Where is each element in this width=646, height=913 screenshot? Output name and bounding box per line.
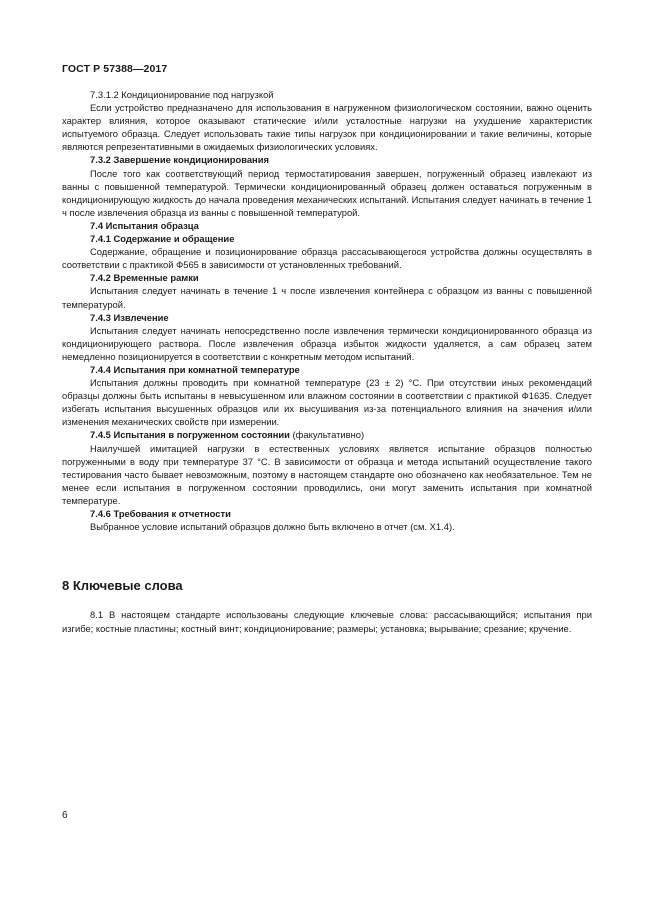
subclause-7-4-5-title: 7.4.5 Испытания в погруженном состоянии (90, 429, 290, 441)
section-8-title: 8 Ключевые слова (62, 578, 183, 593)
subclause-7-4-5-heading (62, 428, 592, 441)
section-7-content (62, 88, 592, 533)
subclause-7-4-1-heading: 7.4.1 Содержание и обращение (90, 233, 235, 245)
paragraph-7-4-3: Испытания следует начинать непосредственно после извлечения термически кондиционированного образца из кондиционирующего раствора. После извлечения образца избыток жидкости удаляется, а сам образец затем немедленно позиционируется в соответствии с конкретным методом испытаний. (62, 324, 592, 362)
paragraph-7-3-1-2: Если устройство предназначено для использования в нагруженном физиологическом состоянии, важно оценить характер влияния, которое оказывают статические и/или усталостные нагрузки на ухудшение характеристик испытуемого образца. Следует использовать такие типы нагрузок при кондиционировании и такие величины, которые являются репрезентативными в ожидаемых физиологических условиях. (62, 102, 592, 153)
paragraph-7-4-2: Испытания следует начинать в течение 1 ч после извлечения контейнера с образцом из ванны с повышенной температурой. (62, 285, 592, 310)
paragraph-8-1-keywords: 8.1 В настоящем стандарте использованы следующие ключевые слова: рассасывающийся; испытания при изгибе; костные пластины; костный винт; кондиционирование; размеры; установка; вырывание; срезание; кручение. (62, 609, 592, 634)
paragraph-7-4-5: Наилучшей имитацией нагрузки в естественных условиях является испытание образцов полностью погруженными в воду при температуре 37 °С. В зависимости от образца и метода испытаний осуществление такого тестирования часто бывает невозможным, поэтому в настоящем стандарте оно обозначено как необязательное. Тем не менее если испытания в погруженном состоянии проводились, они могут заменить испытания при комнатной температуре. (62, 442, 592, 506)
paragraph-7-4-4: Испытания должны проводить при комнатной температуре (23 ± 2) °С. При отсутствии иных рекомендаций образцы должны быть испытаны в невысушенном или влажном состоянии в соответствии с практикой Ф1635. Следует избегать испытания высушенных образцов или их высушивания из-за потенциального влияния на значения и/или изменения механических свойств при измерении. (62, 377, 592, 428)
clause-7-4-heading: 7.4 Испытания образца (90, 219, 199, 231)
page-number: 6 (62, 810, 68, 821)
subclause-7-3-1-2-heading: 7.3.1.2 Кондиционирование под нагрузкой (90, 89, 274, 100)
subclause-7-4-4-heading: 7.4.4 Испытания при комнатной температуре (90, 363, 300, 375)
subclause-7-4-6-heading: 7.4.6 Требования к отчетности (90, 508, 231, 519)
paragraph-7-3-2: После того как соответствующий период термостатирования завершен, погруженный образец извлекают из ванны с повышенной температурой. Термически кондиционированный образец должен оставаться погруженным в кондиционирующую жидкость до начала проведения механических испытаний. Испытания следует начинать в течение 1 ч после извлечения образца из ванны с повышенной температурой. (62, 167, 592, 218)
paragraph-7-4-1: Содержание, обращение и позиционирование образца рассасывающегося устройства должны осуществлять в соответствии с практикой Ф565 в зависимости от установленных требований. (62, 246, 592, 271)
subclause-7-4-5-suffix: (факультативно) (289, 429, 365, 441)
subclause-7-4-2-heading: 7.4.2 Временные рамки (90, 272, 199, 284)
subclause-7-4-3-heading: 7.4.3 Извлечение (90, 311, 169, 323)
subclause-7-3-2-heading: 7.3.2 Завершение кондиционирования (90, 154, 269, 166)
paragraph-7-4-6: Выбранное условие испытаний образцов должно быть включено в отчет (см. Х1.4). (90, 521, 455, 533)
document-id-header: ГОСТ Р 57388—2017 (62, 63, 168, 75)
